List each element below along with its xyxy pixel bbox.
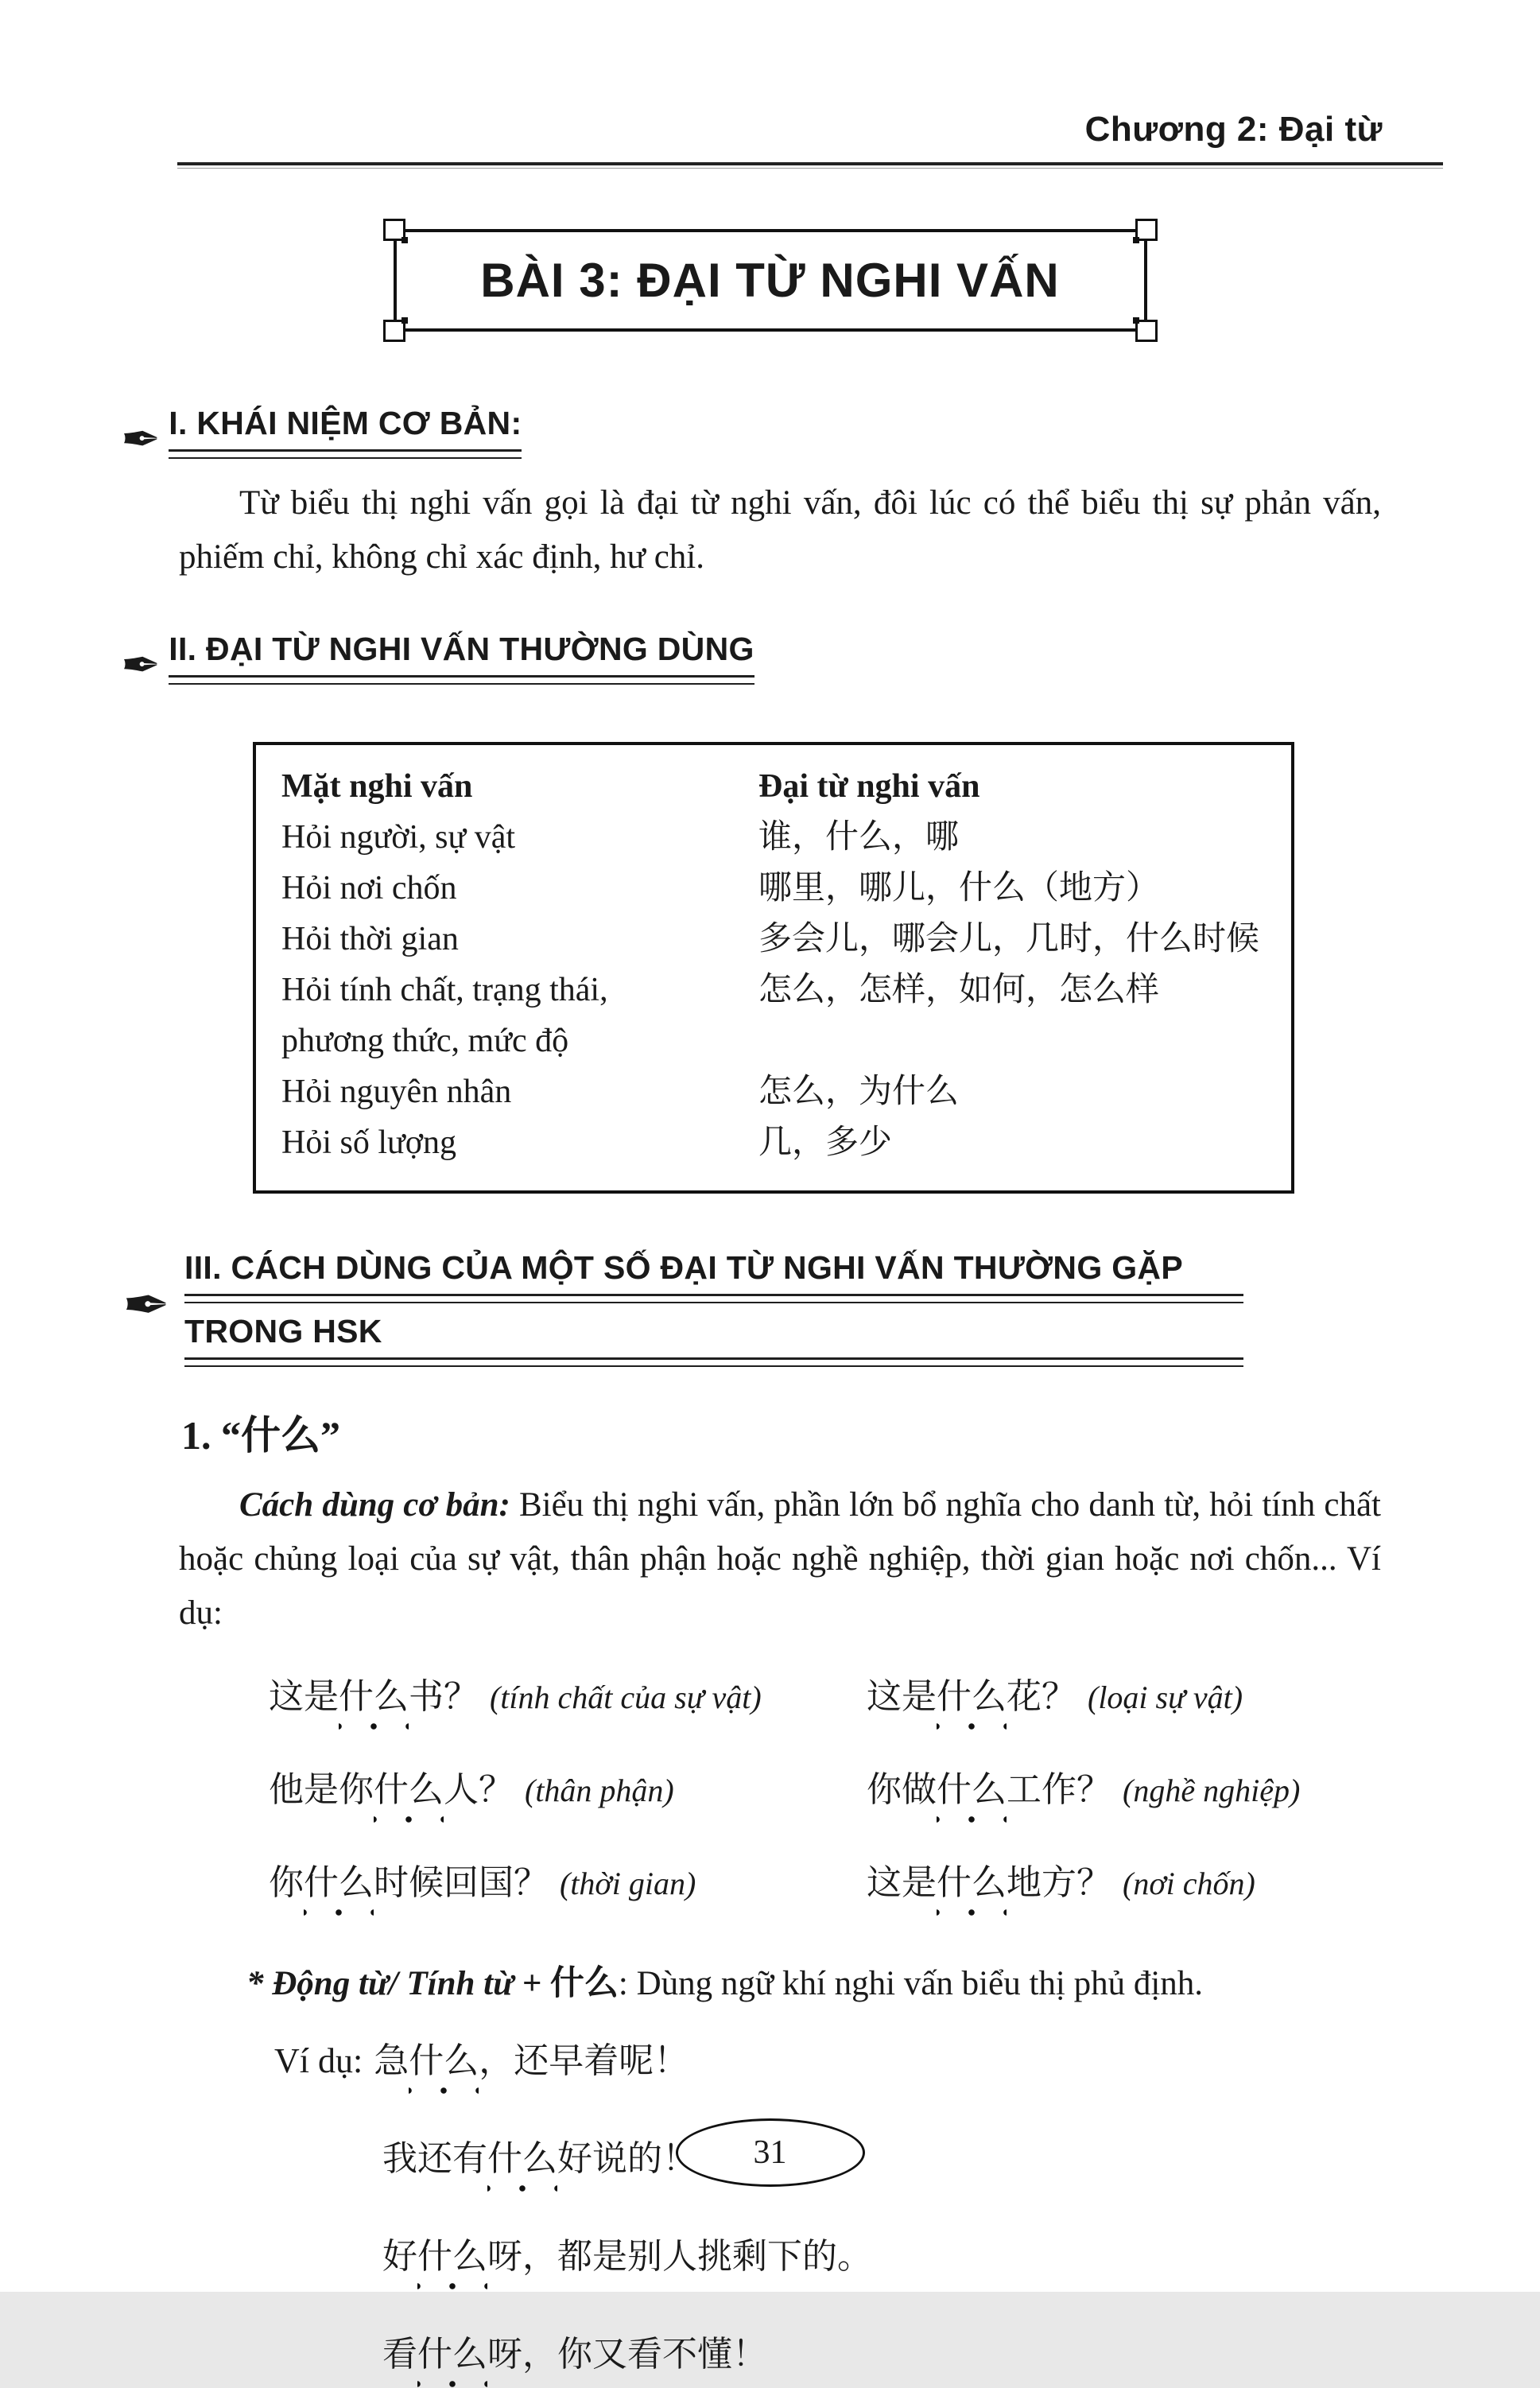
vidu-examples-block (274, 2032, 1540, 2388)
example-note: (thời gian) (560, 1866, 696, 1901)
example-note: (nghề nghiệp) (1123, 1773, 1301, 1808)
vidu-label: Ví dụ: (274, 2041, 363, 2080)
corner-ornament (383, 219, 405, 241)
table-cell-question: Hỏi nơi chốn (281, 870, 457, 907)
example-note: (loại sự vật) (1088, 1679, 1243, 1715)
usage-text: Biểu thị nghi vấn, phần lớn bổ nghĩa cho danh từ, hỏi tính chất hoặc chủng loại của sự vật, thân phận hoặc nghề nghiệp, thời gian hoặc nơi chốn... Ví dụ: (179, 1486, 1382, 1632)
emphasized-word: 什么 (409, 2032, 479, 2095)
verb-adjective-note: * Động từ/ Tính từ + 什么: Dùng ngữ khí nghi vấn biểu thị phủ định. (246, 1965, 1204, 2002)
table-cell-pronoun: 几，多少 (758, 1124, 893, 1161)
table-cell-pronoun: 多会儿，哪会儿，几时，什么时候 (758, 921, 1260, 957)
section-2-heading-label: II. ĐẠI TỪ NGHI VẤN THƯỜNG DÙNG (137, 631, 801, 685)
table-cell-pronoun (758, 1015, 1269, 1066)
vidu-line: 好什么呀，都是别人挑剩下的。 (274, 2227, 1540, 2290)
table-cell-question: Hỏi tính chất, trạng thái, (281, 972, 608, 1008)
emphasized-word: 什么 (417, 2325, 487, 2388)
chapter-header: Chương 2: Đại từ (1084, 110, 1383, 149)
table-cell-question: phương thức, mức độ (281, 1023, 569, 1059)
example-sentence: 你做什么工作？ (nghề nghiệp) (867, 1761, 1540, 1823)
table-cell-pronoun: 怎么，怎样，如何，怎么样 (758, 972, 1160, 1008)
vidu-line: 我还有什么好说的！ (274, 2130, 1540, 2192)
corner-ornament (1135, 219, 1158, 241)
section-3-heading (122, 1249, 1243, 1367)
lesson-title-box (394, 229, 1147, 332)
pen-nib-icon: ✒ (121, 412, 161, 468)
subsection-1-title: 1. “什么” (181, 1413, 340, 1458)
example-sentence: 你什么时候回国？ (thời gian) (269, 1854, 867, 1916)
section-1-paragraph: Từ biểu thị nghi vấn gọi là đại từ nghi vấn, đôi lúc có thể biểu thị sự phản vấn, phiếm chỉ, không chỉ xác định, hư chỉ. (179, 484, 1381, 576)
pen-nib-icon: ✒ (122, 1272, 171, 1338)
section-2-heading (121, 631, 1540, 693)
corner-ornament (383, 320, 405, 342)
section-3-heading-line1: III. CÁCH DÙNG CỦA MỘT SỐ ĐẠI TỪ NGHI VẤN THƯỜNG GẶP (184, 1249, 1243, 1303)
emphasized-word: 什么 (339, 1668, 409, 1730)
emphasized-word: 什么 (374, 1761, 444, 1823)
header-rule (177, 162, 1443, 169)
corner-ornament (1135, 320, 1158, 342)
page-number: 31 (676, 2118, 865, 2187)
pen-nib-icon: ✒ (121, 638, 161, 693)
section-1-heading-label: I. KHÁI NIỆM CƠ BẢN: (137, 405, 569, 459)
table-col1-header: Mặt nghi vấn (281, 768, 473, 805)
example-note: (tính chất của sự vật) (490, 1679, 762, 1715)
example-sentence: 他是你什么人？ (thân phận) (269, 1761, 867, 1823)
example-sentence: 这是什么花？ (loại sự vật) (867, 1668, 1540, 1730)
table-cell-question: Hỏi số lượng (281, 1124, 456, 1161)
table-cell-pronoun: 谁，什么，哪 (758, 819, 960, 856)
example-sentence: 这是什么书？ (tính chất của sự vật) (269, 1668, 867, 1730)
emphasized-word: 什么 (937, 1761, 1007, 1823)
table-cell-pronoun: 哪里，哪儿，什么（地方） (758, 870, 1160, 907)
example-sentence: 这是什么地方？ (nơi chốn) (867, 1854, 1540, 1916)
interrogative-pronoun-table (253, 742, 1294, 1194)
vidu-line: 看什么呀，你又看不懂！ (274, 2325, 1540, 2388)
table-cell-question: Hỏi thời gian (281, 921, 459, 957)
example-note: (nơi chốn) (1123, 1866, 1255, 1901)
emphasized-word: 什么 (487, 2130, 557, 2192)
usage-paragraph (179, 1478, 1381, 1641)
usage-label: Cách dùng cơ bản: (239, 1486, 510, 1524)
section-3-heading-line2: TRONG HSK (184, 1313, 1243, 1367)
emphasized-word: 什么 (417, 2227, 487, 2290)
vidu-line: Ví dụ: 急什么，还早着呢！ (274, 2032, 1540, 2095)
emphasized-word: 什么 (937, 1668, 1007, 1730)
lesson-title: BÀI 3: ĐẠI TỪ NGHI VẤN (480, 254, 1060, 307)
section-1-heading (121, 405, 1540, 468)
table-cell-pronoun: 怎么，为什么 (758, 1074, 960, 1110)
table-cell-question: Hỏi người, sự vật (281, 819, 516, 856)
table-col2-header: Đại từ nghi vấn (758, 768, 980, 805)
emphasized-word: 什么 (937, 1854, 1007, 1916)
example-note: (thân phận) (525, 1773, 674, 1808)
examples-grid (269, 1668, 1540, 1916)
emphasized-word: 什么 (304, 1854, 374, 1916)
table-cell-question: Hỏi nguyên nhân (281, 1074, 512, 1110)
